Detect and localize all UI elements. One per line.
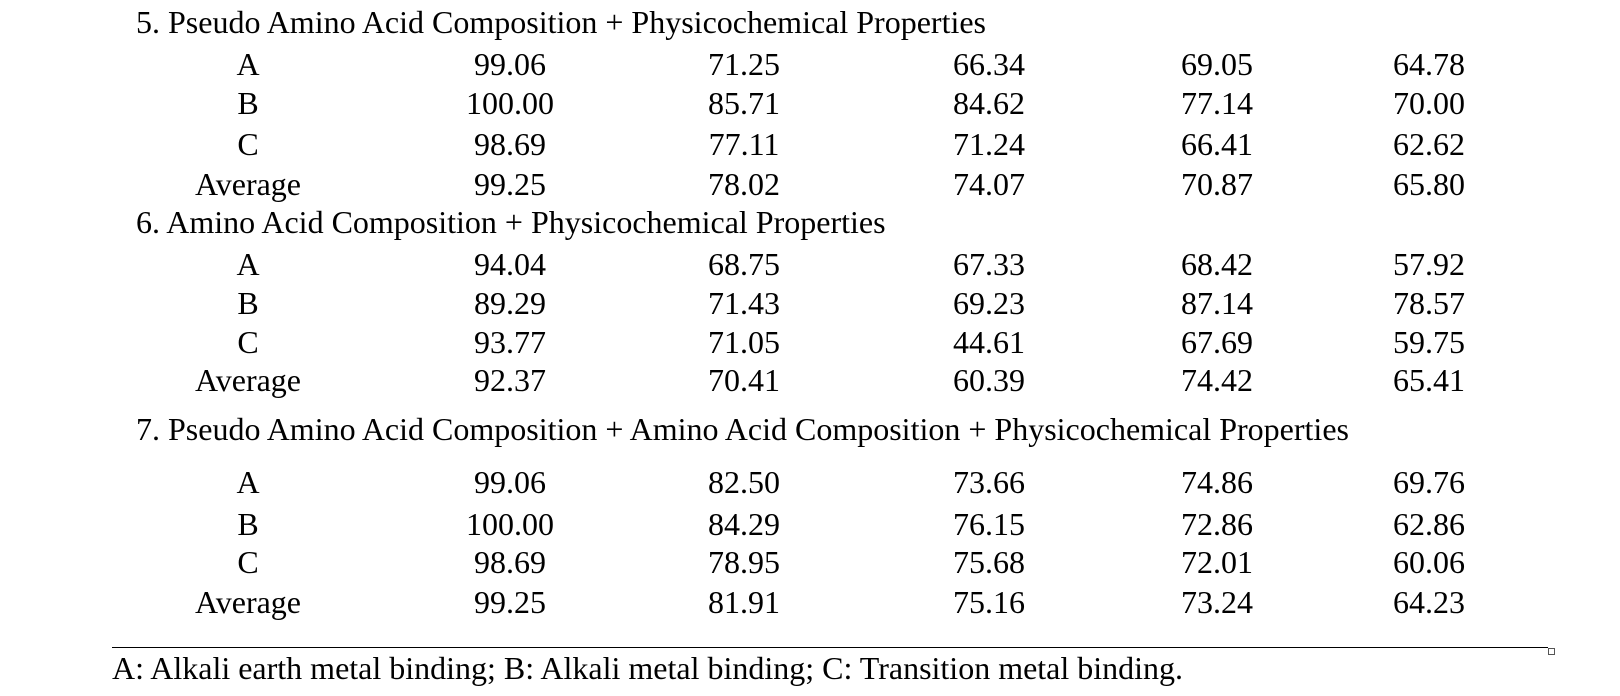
table-cell: 85.71 [708, 85, 780, 121]
table-cell: 92.37 [474, 362, 546, 398]
table-cell: 74.42 [1181, 362, 1253, 398]
table-cell: 84.29 [708, 506, 780, 542]
section-title-5: 5. Pseudo Amino Acid Composition + Physicochemical Properties [136, 4, 986, 40]
table-cell: 75.16 [953, 584, 1025, 620]
table-cell: 68.75 [708, 246, 780, 282]
table-bottom-rule [112, 647, 1548, 648]
table-cell: 67.69 [1181, 324, 1253, 360]
table-cell: 71.24 [953, 126, 1025, 162]
row-label: B [237, 85, 259, 121]
table-cell: 71.25 [708, 46, 780, 82]
table-row [0, 324, 1620, 360]
table-cell: 59.75 [1393, 324, 1465, 360]
table-cell: 99.25 [474, 584, 546, 620]
table-cell: 75.68 [953, 544, 1025, 580]
table-cell: 44.61 [953, 324, 1025, 360]
table-cell: 99.06 [474, 464, 546, 500]
table-footnote: A: Alkali earth metal binding; B: Alkali metal binding; C: Transition metal binding. [112, 650, 1184, 686]
table-cell: 69.23 [953, 285, 1025, 321]
table-cell: 81.91 [708, 584, 780, 620]
table-row [0, 246, 1620, 282]
table-cell: 65.41 [1393, 362, 1465, 398]
table-cell: 72.86 [1181, 506, 1253, 542]
table-cell: 98.69 [474, 126, 546, 162]
table-row [0, 46, 1620, 82]
table-cell: 73.24 [1181, 584, 1253, 620]
table-cell: 71.05 [708, 324, 780, 360]
table-cell: 78.02 [708, 166, 780, 202]
row-label: B [237, 285, 259, 321]
table-cell: 73.66 [953, 464, 1025, 500]
table-cell: 69.05 [1181, 46, 1253, 82]
table-row-average [0, 166, 1620, 202]
table-cell: 100.00 [466, 85, 554, 121]
table-cell: 84.62 [953, 85, 1025, 121]
table-cell: 78.95 [708, 544, 780, 580]
row-label: C [237, 126, 259, 162]
table-row [0, 544, 1620, 580]
table-cell: 64.23 [1393, 584, 1465, 620]
table-row-average [0, 362, 1620, 398]
table-row [0, 126, 1620, 162]
table-cell: 60.39 [953, 362, 1025, 398]
table-cell: 76.15 [953, 506, 1025, 542]
table-cell: 66.34 [953, 46, 1025, 82]
table-cell: 98.69 [474, 544, 546, 580]
table-cell: 62.86 [1393, 506, 1465, 542]
table-cell: 89.29 [474, 285, 546, 321]
section-title-6: 6. Amino Acid Composition + Physicochemical Properties [136, 204, 886, 240]
table-row-average [0, 584, 1620, 620]
table-cell: 70.00 [1393, 85, 1465, 121]
table-cell: 67.33 [953, 246, 1025, 282]
row-label: A [236, 46, 260, 82]
table-cell: 70.87 [1181, 166, 1253, 202]
table-row [0, 464, 1620, 500]
table-cell: 71.43 [708, 285, 780, 321]
table-cell: 77.14 [1181, 85, 1253, 121]
row-label: A [236, 464, 260, 500]
table-cell: 62.62 [1393, 126, 1465, 162]
table-cell: 99.06 [474, 46, 546, 82]
resize-handle[interactable] [1548, 648, 1555, 655]
table-cell: 94.04 [474, 246, 546, 282]
table-cell: 77.11 [708, 126, 780, 162]
section-title-7: 7. Pseudo Amino Acid Composition + Amino Acid Composition + Physicochemical Properties [136, 411, 1349, 447]
table-cell: 78.57 [1393, 285, 1465, 321]
table-row [0, 506, 1620, 542]
table-cell: 100.00 [466, 506, 554, 542]
row-label: Average [195, 362, 301, 398]
table-cell: 82.50 [708, 464, 780, 500]
table-cell: 68.42 [1181, 246, 1253, 282]
table-cell: 66.41 [1181, 126, 1253, 162]
table-cell: 74.07 [953, 166, 1025, 202]
table-cell: 64.78 [1393, 46, 1465, 82]
table-cell: 87.14 [1181, 285, 1253, 321]
row-label: C [237, 324, 259, 360]
table-row [0, 85, 1620, 121]
table-cell: 93.77 [474, 324, 546, 360]
table-cell: 74.86 [1181, 464, 1253, 500]
row-label: Average [195, 584, 301, 620]
table-cell: 72.01 [1181, 544, 1253, 580]
table-cell: 99.25 [474, 166, 546, 202]
row-label: B [237, 506, 259, 542]
table-cell: 57.92 [1393, 246, 1465, 282]
table-row [0, 285, 1620, 321]
table-cell: 65.80 [1393, 166, 1465, 202]
row-label: Average [195, 166, 301, 202]
table-cell: 70.41 [708, 362, 780, 398]
table-cell: 60.06 [1393, 544, 1465, 580]
row-label: C [237, 544, 259, 580]
table-cell: 69.76 [1393, 464, 1465, 500]
row-label: A [236, 246, 260, 282]
